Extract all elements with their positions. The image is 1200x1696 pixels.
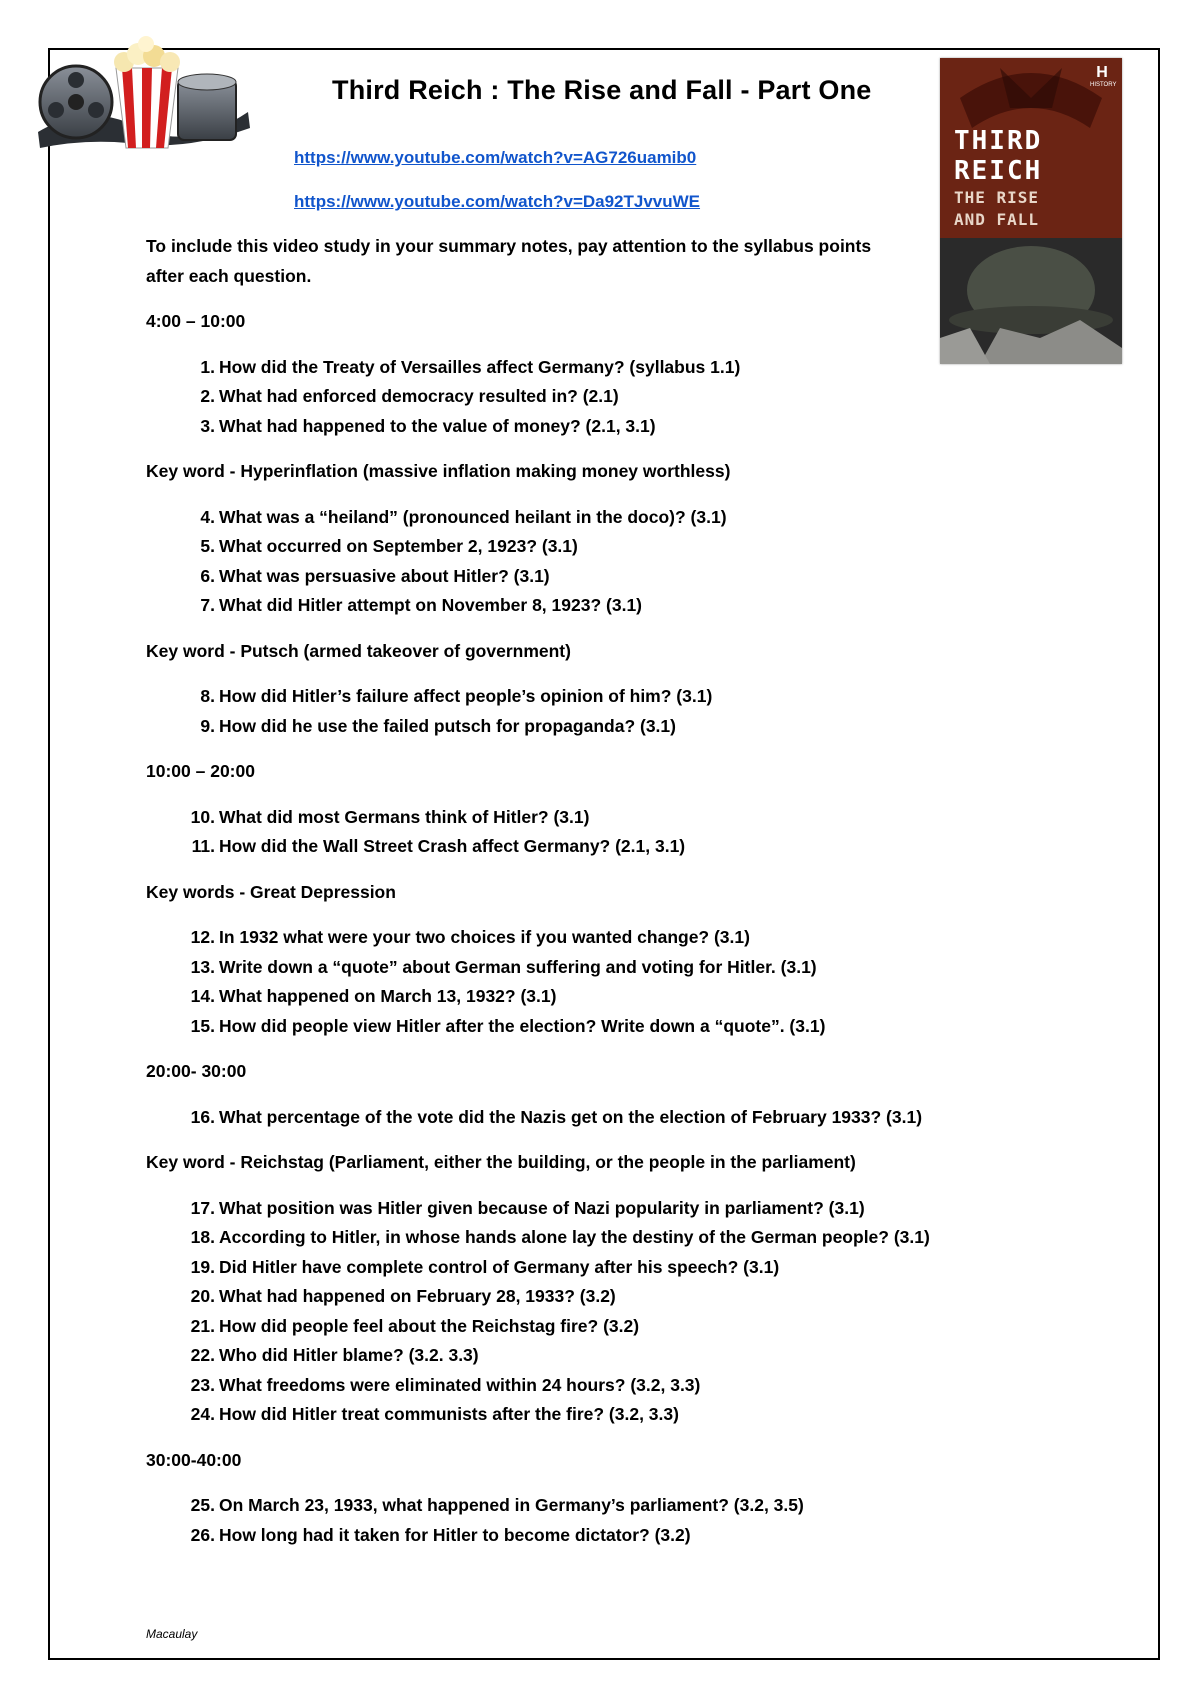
question-item: 20. What had happened on February 28, 1933? (3.2): [190, 1286, 616, 1306]
question-text: What position was Hitler given because of Nazi popularity in parliament? (3.1): [219, 1197, 865, 1218]
cinema-popcorn-icon: [28, 32, 256, 164]
key-word: Key words - Great Depression: [146, 881, 396, 902]
question-text: How did Hitler’s failure affect people’s opinion of him? (3.1): [219, 686, 713, 706]
question-list: [146, 1194, 1026, 1430]
key-word: Key word - Reichstag (Parliament, either the building, or the people in the parliament): [146, 1152, 856, 1172]
question-item: 26. How long had it taken for Hitler to become dictator? (3.2): [190, 1524, 691, 1545]
question-item: 5. What occurred on September 2, 1923? (3.1): [200, 536, 578, 556]
question-item: 25. On March 23, 1933, what happened in Germany’s parliament? (3.2, 3.5): [190, 1495, 804, 1515]
question-item: 23. What freedoms were eliminated within 24 hours? (3.2, 3.3): [190, 1374, 701, 1395]
question-item: 4. What was a “heiland” (pronounced heilant in the doco)? (3.1): [200, 506, 727, 527]
question-text: What had happened to the value of money? (2.1, 3.1): [219, 415, 656, 436]
question-text: What freedoms were eliminated within 24 hours? (3.2, 3.3): [219, 1374, 701, 1395]
question-item: 8. How did Hitler’s failure affect people’s opinion of him? (3.1): [200, 686, 713, 706]
question-item: 17. What position was Hitler given because of Nazi popularity in parliament? (3.1): [190, 1197, 865, 1218]
question-text: What happened on March 13, 1932? (3.1): [219, 986, 557, 1006]
question-item: 3. What had happened to the value of money? (2.1, 3.1): [200, 415, 656, 436]
question-list: [146, 923, 1026, 1041]
page-title: Third Reich : The Rise and Fall - Part One: [332, 75, 872, 105]
question-list: [146, 503, 1026, 621]
question-item: 18. According to Hitler, in whose hands alone lay the destiny of the German people? (3.1): [190, 1227, 930, 1247]
question-item: 22. Who did Hitler blame? (3.2. 3.3): [190, 1345, 479, 1365]
question-text: How did people feel about the Reichstag fire? (3.2): [219, 1315, 640, 1336]
question-item: 19. Did Hitler have complete control of Germany after his speech? (3.1): [190, 1256, 780, 1277]
question-text: What was persuasive about Hitler? (3.1): [219, 565, 550, 586]
question-item: 12. In 1932 what were your two choices if you wanted change? (3.1): [190, 927, 750, 947]
question-text: How long had it taken for Hitler to become dictator? (3.2): [219, 1524, 691, 1545]
question-item: 13. Write down a “quote” about German suffering and voting for Hitler. (3.1): [190, 956, 817, 977]
question-text: What occurred on September 2, 1923? (3.1): [219, 536, 578, 556]
question-text: Write down a “quote” about German suffering and voting for Hitler. (3.1): [219, 956, 817, 977]
history-badge: [1090, 64, 1117, 88]
question-text: According to Hitler, in whose hands alone lay the destiny of the German people? (3.1): [219, 1227, 930, 1247]
question-text: On March 23, 1933, what happened in Germany’s parliament? (3.2, 3.5): [219, 1495, 804, 1515]
question-text: What did Hitler attempt on November 8, 1923? (3.1): [219, 595, 642, 615]
question-list: [146, 1491, 1026, 1550]
question-text: How did people view Hitler after the election? Write down a “quote”. (3.1): [219, 1015, 826, 1036]
question-text: In 1932 what were your two choices if you wanted change? (3.1): [219, 927, 750, 947]
youtube-link-2[interactable]: https://www.youtube.com/watch?v=Da92TJvvuWE: [294, 192, 701, 211]
history-badge-text: HISTORY: [1090, 82, 1117, 88]
poster-title-line2: REICH: [954, 156, 1043, 186]
youtube-link-1[interactable]: https://www.youtube.com/watch?v=AG726uamib0: [294, 148, 697, 167]
time-heading: 30:00-40:00: [146, 1449, 242, 1470]
question-item: 11. How did the Wall Street Crash affect Germany? (2.1, 3.1): [191, 836, 686, 856]
question-item: 7. What did Hitler attempt on November 8, 1923? (3.1): [200, 595, 642, 615]
question-text: What was a “heiland” (pronounced heilant in the doco)? (3.1): [219, 506, 727, 527]
question-item: 15. How did people view Hitler after the election? Write down a “quote”. (3.1): [190, 1015, 826, 1036]
question-item: 2. What had enforced democracy resulted in? (2.1): [200, 386, 619, 406]
question-text: How did Hitler treat communists after the fire? (3.2, 3.3): [219, 1404, 679, 1424]
key-word: Key word - Putsch (armed takeover of government): [146, 640, 571, 661]
question-list: [146, 353, 1026, 442]
question-item: 16. What percentage of the vote did the Nazis get on the election of February 1933? (3.1): [190, 1106, 923, 1127]
question-text: What had enforced democracy resulted in? (2.1): [219, 386, 619, 406]
history-badge-letter: H: [1096, 64, 1108, 81]
question-item: 10. What did most Germans think of Hitler? (3.1): [190, 806, 590, 827]
footer-author: Macaulay: [146, 1627, 198, 1641]
question-text: How did the Wall Street Crash affect Germany? (2.1, 3.1): [219, 836, 686, 856]
question-text: Did Hitler have complete control of Germany after his speech? (3.1): [219, 1256, 780, 1277]
time-heading: 20:00- 30:00: [146, 1061, 247, 1081]
question-item: 24. How did Hitler treat communists after the fire? (3.2, 3.3): [190, 1404, 679, 1424]
question-text: What had happened on February 28, 1933? (3.2): [219, 1286, 616, 1306]
question-list: [146, 1103, 1026, 1133]
intro-text: To include this video study in your summary notes, pay attention to the syllabus points after each question.: [146, 236, 872, 286]
poster-title-line3: THE RISE: [954, 188, 1040, 207]
question-item: 6. What was persuasive about Hitler? (3.1): [200, 565, 550, 586]
question-item: 9. How did he use the failed putsch for propaganda? (3.1): [200, 715, 676, 736]
question-list: [146, 803, 1026, 862]
question-text: Who did Hitler blame? (3.2. 3.3): [219, 1345, 479, 1365]
time-heading: 4:00 – 10:00: [146, 311, 246, 331]
question-list: [146, 682, 1026, 741]
question-item: 1. How did the Treaty of Versailles affect Germany? (syllabus 1.1): [200, 356, 741, 377]
poster-title-line4: AND FALL: [954, 210, 1040, 229]
question-text: What percentage of the vote did the Nazis get on the election of February 1933? (3.1): [219, 1106, 923, 1127]
question-text: How did the Treaty of Versailles affect Germany? (syllabus 1.1): [219, 356, 741, 377]
question-text: What did most Germans think of Hitler? (3.1): [219, 806, 590, 827]
question-item: 21. How did people feel about the Reichstag fire? (3.2): [190, 1315, 640, 1336]
key-word: Key word - Hyperinflation (massive inflation making money worthless): [146, 461, 731, 481]
poster-title-line1: THIRD: [954, 126, 1043, 156]
question-text: How did he use the failed putsch for propaganda? (3.1): [219, 715, 676, 736]
worksheet-content: [146, 232, 1026, 1566]
question-item: 14. What happened on March 13, 1932? (3.1): [190, 986, 557, 1006]
time-heading: 10:00 – 20:00: [146, 761, 255, 781]
